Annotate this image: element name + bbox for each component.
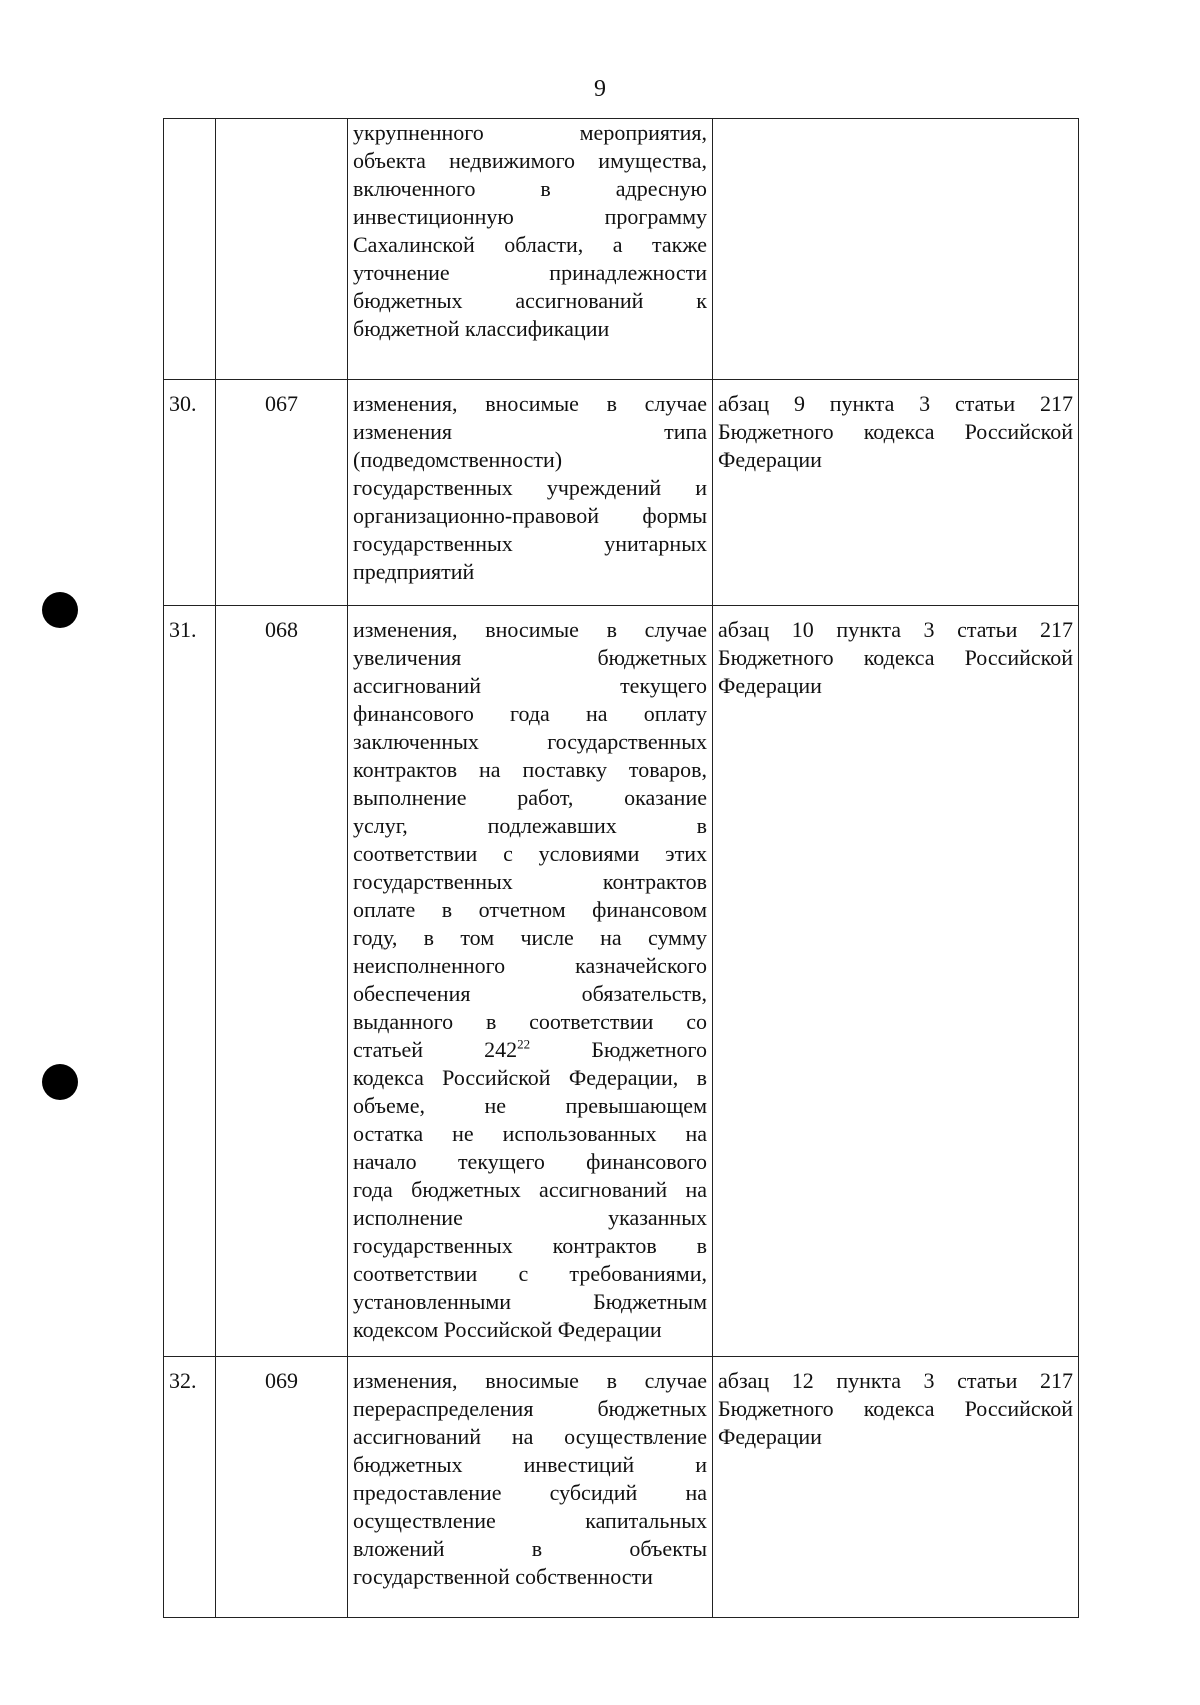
description-line: изменения типа: [353, 419, 707, 444]
description-line: включенного в адресную: [353, 176, 707, 201]
row-legal-basis: абзац 10 пункта 3 статьи 217 Бюджетного кодекса Российской Федерации: [713, 606, 1079, 1357]
table-row: [164, 606, 1079, 1357]
description-line: начало текущего финансового: [353, 1149, 707, 1174]
description-line: кодексом Российской Федерации: [353, 1317, 662, 1342]
row-code: [216, 119, 348, 380]
description-line: неисполненного казначейского: [353, 953, 707, 978]
description-line: обеспечения обязательств,: [353, 981, 707, 1006]
description-line: остатка не использованных на: [353, 1121, 707, 1146]
row-legal-basis: [713, 119, 1079, 380]
description-line-text: статьей 242: [353, 1037, 518, 1062]
row-code: 069: [216, 1357, 348, 1618]
description-line: государственных контрактов: [353, 869, 707, 894]
punch-hole: [42, 592, 78, 628]
row-code: 068: [216, 606, 348, 1357]
description-line: установленными Бюджетным: [353, 1289, 707, 1314]
description-line: услуг, подлежавших в: [353, 813, 707, 838]
description-line: предоставление субсидий на: [353, 1480, 707, 1505]
description-line: кодекса Российской Федерации, в: [353, 1065, 707, 1090]
description-line: изменения, вносимые в случае: [353, 1368, 707, 1393]
description-line: государственных унитарных: [353, 531, 707, 556]
description-line: финансового года на оплату: [353, 701, 707, 726]
table-row: [164, 1357, 1079, 1618]
table-row: [164, 380, 1079, 606]
description-line: организационно-правовой формы: [353, 503, 707, 528]
description-line: выполнение работ, оказание: [353, 785, 707, 810]
description-line: соответствии с требованиями,: [353, 1261, 707, 1286]
description-line: изменения, вносимые в случае: [353, 391, 707, 416]
document-table: [163, 118, 1079, 1618]
description-line: оплате в отчетном финансовом: [353, 897, 707, 922]
row-number: [164, 119, 216, 380]
description-line: вложений в объекты: [353, 1536, 707, 1561]
row-code: 067: [216, 380, 348, 606]
description-line: (подведомственности): [353, 447, 563, 472]
description-line: перераспределения бюджетных: [353, 1396, 707, 1421]
description-line: контрактов на поставку товаров,: [353, 757, 707, 782]
row-legal-basis: абзац 9 пункта 3 статьи 217 Бюджетного кодекса Российской Федерации: [713, 380, 1079, 606]
row-description: [348, 1357, 713, 1618]
description-line: [353, 1036, 707, 1064]
description-line: заключенных государственных: [353, 729, 707, 754]
description-line: года бюджетных ассигнований на: [353, 1177, 707, 1202]
row-legal-basis: абзац 12 пункта 3 статьи 217 Бюджетного кодекса Российской Федерации: [713, 1357, 1079, 1618]
row-description: [348, 380, 713, 606]
description-line: объеме, не превышающем: [353, 1093, 707, 1118]
description-line: осуществление капитальных: [353, 1508, 707, 1533]
description-line: выданного в соответствии со: [353, 1009, 707, 1034]
row-number: 31.: [164, 606, 216, 1357]
description-line: укрупненного мероприятия,: [353, 120, 707, 145]
description-line: увеличения бюджетных: [353, 645, 707, 670]
description-line: изменения, вносимые в случае: [353, 617, 707, 642]
description-line: Сахалинской области, а также: [353, 232, 707, 257]
description-line: объекта недвижимого имущества,: [353, 148, 707, 173]
punch-hole: [42, 1064, 78, 1100]
description-line: предприятий: [353, 559, 475, 584]
description-line: году, в том числе на сумму: [353, 925, 707, 950]
description-line: государственной собственности: [353, 1564, 653, 1589]
description-line: бюджетных инвестиций и: [353, 1452, 707, 1477]
description-line: государственных контрактов в: [353, 1233, 707, 1258]
row-number: 30.: [164, 380, 216, 606]
description-line: соответствии с условиями этих: [353, 841, 707, 866]
description-line: ассигнований на осуществление: [353, 1424, 707, 1449]
superscript: 22: [517, 1036, 531, 1052]
description-line: исполнение указанных: [353, 1205, 707, 1230]
description-line: бюджетной классификации: [353, 316, 610, 341]
description-line: инвестиционную программу: [353, 204, 707, 229]
table-row: [164, 119, 1079, 380]
page-number: 9: [594, 76, 606, 102]
row-number: 32.: [164, 1357, 216, 1618]
row-description: [348, 119, 713, 380]
description-line: уточнение принадлежности: [353, 260, 707, 285]
description-line: бюджетных ассигнований к: [353, 288, 707, 313]
description-line-tail: Бюджетного: [591, 1037, 707, 1062]
row-description: [348, 606, 713, 1357]
description-line: ассигнований текущего: [353, 673, 707, 698]
description-line: государственных учреждений и: [353, 475, 707, 500]
